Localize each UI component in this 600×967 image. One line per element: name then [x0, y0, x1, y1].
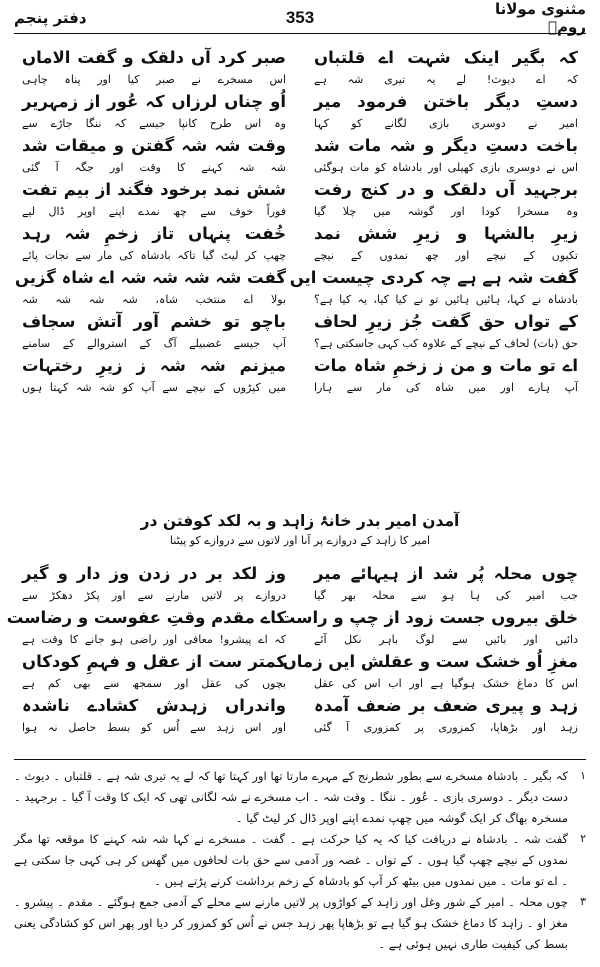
footnote-number: ۲: [580, 833, 586, 845]
verse-text: وز لکد بر در زدن وز دار و گیر: [22, 564, 286, 583]
left-hemistich: [22, 176, 286, 220]
verse-translation: بچوں کی عقل اور سمجھ سے بھی کم ہے: [22, 677, 286, 690]
page-header: [14, 0, 586, 36]
section-heading: [0, 509, 600, 549]
verse-translation: آپ ہارے اور میں شاہ کی مار سے ہارا: [314, 381, 578, 394]
verse-text: کاے مقدم وقتِ عفوست و رضاست: [6, 608, 286, 627]
verse-text: شش نمد برخود فگند از بیم تفت: [22, 180, 286, 199]
right-hemistich: [314, 308, 578, 352]
verse-translation: زہد اور بڑھاپا، کمزوری پر کمزوری آ گئی: [314, 721, 578, 734]
left-hemistich: [22, 132, 286, 176]
footnote-rule: [14, 759, 586, 760]
verse-translation: حق (بات) لحاف کے نیچے کے علاوہ کب کہی جاسکتی ہے؟: [314, 337, 578, 350]
couplet: [22, 560, 578, 604]
footnote-number: ۱: [580, 770, 586, 782]
couplet: [22, 88, 578, 132]
couplet: [22, 308, 578, 352]
verse-translation: دروازے پر لاتیں مارنے سے اور پکڑ دھکڑ سے: [22, 589, 286, 602]
left-hemistich: [22, 692, 286, 736]
couplet: [6, 604, 578, 648]
verse-translation: میں کپڑوں کے نیچے سے آپ کو شہ شہ کہتا ہوں: [22, 381, 286, 394]
right-hemistich: [314, 220, 578, 264]
verses-bottom: [6, 560, 578, 736]
verse-text: مغزِ اُو خشک ست و عقلش ایں زماں: [282, 652, 578, 671]
couplet: [22, 352, 578, 396]
right-hemistich: [314, 560, 578, 604]
left-hemistich: [14, 264, 286, 308]
verse-text: گفت شہ ہے ہے چہ کردی چیست ایں: [289, 268, 578, 287]
heading-title: آمدن امیر بدر خانۂ زاہد و بہ لکد کوفتن در: [140, 512, 460, 530]
left-hemistich: [22, 560, 286, 604]
verse-text: برجہید آں دلقک و در کنج رفت: [314, 180, 578, 199]
heading-translation: امیر کا زاہد کے دروازے پر آنا اور لاتوں سے دروازے کو پیٹنا: [169, 534, 431, 547]
verse-text: واندراں زہدش کشادے ناشدہ: [22, 696, 286, 715]
right-hemistich: [314, 176, 578, 220]
verse-translation: تکیوں کے نیچے اور چھ نمدوں کے نیچے: [314, 249, 578, 262]
verse-text: کمتر ست از عقل و فہمِ کودکاں: [22, 652, 286, 671]
verse-text: اُو چناں لرزاں کہ عُور از زمہریر: [22, 92, 286, 111]
footnote: [14, 766, 586, 829]
verse-text: باخت دستِ دیگر و شہ مات شد: [314, 136, 578, 155]
footnote: [14, 892, 586, 955]
verses-top: [14, 44, 578, 396]
verse-text: گفت شہ شہ شہ شہ اے شاہ گزیں: [14, 268, 286, 287]
verse-translation: اس مسخرے نے صبر کیا اور پناہ چاہی: [22, 73, 286, 86]
left-hemistich: [6, 604, 286, 648]
left-hemistich: [22, 88, 286, 132]
verse-translation: بادشاہ نے کہا، ہائیں ہائیں تو نے کیا کیا، یہ کیا ہے؟: [314, 293, 578, 306]
footnotes: [14, 766, 586, 955]
verse-translation: اس نے دوسری بازی کھیلی اور بادشاہ کو مات ہوگئی: [314, 161, 578, 174]
verse-text: کے تواں حق گفت جُز زیرِ لحاف: [314, 312, 578, 331]
couplet: [22, 648, 578, 692]
right-hemistich: [289, 264, 578, 308]
verse-text: باچو تو خشم آور آتش سجاف: [22, 312, 286, 331]
right-hemistich: [314, 352, 578, 396]
left-hemistich: [22, 44, 286, 88]
couplet: [22, 132, 578, 176]
couplet: [22, 692, 578, 736]
verse-translation: اور اس زہد سے اُس کو بسط حاصل نہ ہوا: [22, 721, 286, 734]
right-hemistich: [282, 648, 578, 692]
verse-translation: وہ اس طرح کانپا جیسے کہ ننگا جاڑے سے: [22, 117, 286, 130]
footnote: [14, 829, 586, 892]
footnote-number: ۳: [580, 896, 586, 908]
verse-translation: امیر نے دوسری بازی لگانے کو کہا: [314, 117, 578, 130]
couplet: [22, 44, 578, 88]
left-hemistich: [22, 308, 286, 352]
left-hemistich: [22, 352, 286, 396]
right-hemistich: [314, 88, 578, 132]
verse-text: خلق بیروں جست زود از چپ و راست: [278, 608, 578, 627]
verse-translation: کہ اے پیشرو! معافی اور راضی ہو جانے کا وقت ہے: [22, 633, 286, 646]
right-hemistich: [314, 692, 578, 736]
verse-text: میزنم شہ شہ ز زیرِ رختہات: [22, 356, 286, 375]
verse-translation: بولا اے منتخب شاہ، شہ شہ شہ شہ: [22, 293, 286, 306]
footnote-text: چوں محلہ ۔ امیر کے شور وغل اور زاہد کے کواڑوں پر لاتیں مارنے سے محلے کے آدمی جمع ہوگئے ۔ مقدم ۔ پیشرو ۔ مغز او ۔ زاہد کا دماغ خشک ہو گیا ہے تو بڑھاپا پھر زہد جس نے اُس کو کمزور کر دیا اور پھر اس کو کشادگی یعنی بسط کی کیفیت طاری نہیں ہوئی ہے ۔: [14, 895, 568, 951]
verse-text: صبر کرد آں دلقک و گفت الاماں: [22, 48, 286, 67]
verse-translation: اس کا دماغ خشک ہوگیا ہے اور اب اس کی عقل: [314, 677, 578, 690]
verse-text: خُفت پنہاں تاز زخمِ شہ رہد: [22, 224, 286, 243]
right-hemistich: [314, 44, 578, 88]
left-hemistich: [22, 220, 286, 264]
verse-translation: شہ شہ کہنے کا وقت اور جگہ آ گئی: [22, 161, 286, 174]
verse-text: کہ بگیر اینک شہت اے قلتباں: [314, 48, 578, 67]
header-rule: [14, 33, 586, 34]
verse-translation: کہ اے دیوث! لے یہ تیری شہ ہے: [314, 73, 578, 86]
couplet: [22, 220, 578, 264]
verse-text: چوں محلہ پُر شد از ہیہائے میر: [314, 564, 578, 583]
left-hemistich: [22, 648, 286, 692]
page-number: 353: [285, 8, 315, 27]
footnote-text: کہ بگیر ۔ بادشاہ مسخرے سے بطور شطرنج کے مہرے مارتا تھا اور کہتا تھا کہ لے یہ تیری شہ ہے ۔ قلتباں ۔ دیوث ۔ دست دیگر ۔ دوسری بازی ۔ عُور ۔ ننگا ۔ وقت شہ ۔ اب مسخرے نے شہ لگانی تھی کہ ایک کا وقت آ گیا ۔ برجہید ۔ مسخرہ بھاگ کر ایک گوشہ میں چھپ نمدے اپنے اوپر ڈال کر لیٹ گیا ۔: [14, 769, 568, 825]
verse-text: زیرِ بالشہا و زیرِ شش نمد: [314, 224, 578, 243]
verse-translation: فوراً خوف سے چھ نمدے اپنے اوپر ڈال لیے: [22, 205, 286, 218]
section-title: دفتر پنجم: [14, 9, 87, 27]
verse-text: اے تو مات و من ز زخمِ شاہ مات: [314, 356, 578, 375]
verse-text: دستِ دیگر باختن فرمود میر: [314, 92, 578, 111]
verse-translation: دائیں اور بائیں سے لوگ باہر نکل آئے: [314, 633, 578, 646]
book-title: مثنوی مولانا رومؒ: [494, 0, 586, 36]
verse-translation: جب امیر کی ہا ہو سے محلہ بھر گیا: [314, 589, 578, 602]
right-hemistich: [314, 132, 578, 176]
footnote-text: گفت شہ ۔ بادشاہ نے دریافت کیا کہ یہ کیا حرکت ہے ۔ گفت ۔ مسخرے نے کہا شہ شہ کہنے کا موقعہ تھا مگر نمدوں کے نیچے چھپ گیا ہوں ۔ کے تواں ۔ غصہ ور آدمی سے حق بات لحافوں میں گھس کر ہی کہی جا سکتی ہے ۔ اے تو مات ۔ میں نمدوں میں بیٹھ کر آپ کو بادشاہ کے زخم برداشت کرنے پڑتے ہیں ۔: [14, 832, 568, 888]
verse-translation: چھپ کر لیٹ گیا تاکہ بادشاہ کی مار سے نجات پائے: [22, 249, 286, 262]
verse-translation: آپ جیسے غضبیلے آگ کے استروالے کے سامنے: [22, 337, 286, 350]
verse-text: زہد و پیری ضعف بر ضعف آمدہ: [314, 696, 578, 715]
right-hemistich: [278, 604, 578, 648]
couplet: [22, 176, 578, 220]
verse-text: وقت شہ شہ گفتن و میقات شد: [22, 136, 286, 155]
couplet: [14, 264, 578, 308]
verse-translation: وہ مسخرا کودا اور گوشہ میں چلا گیا: [314, 205, 578, 218]
